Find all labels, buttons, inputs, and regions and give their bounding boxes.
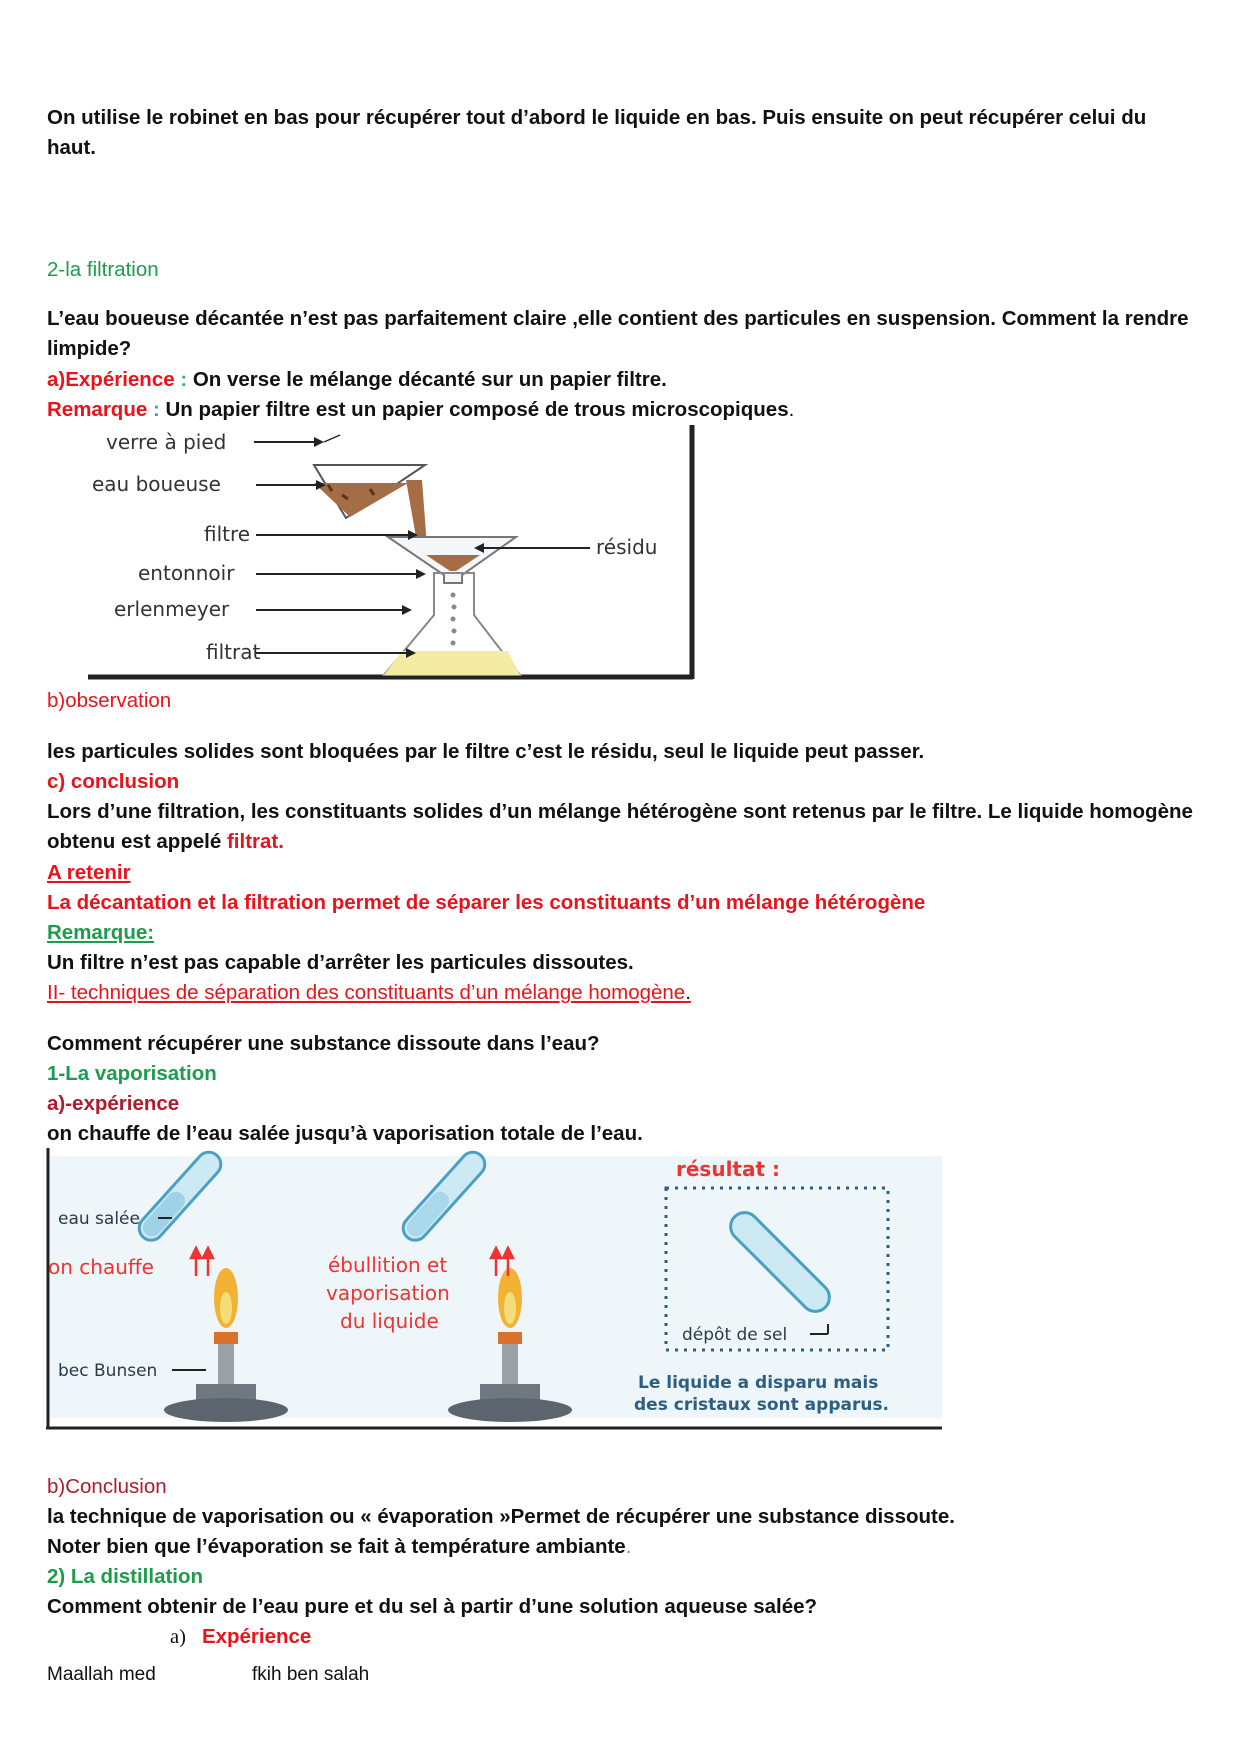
label-resultat: résultat : [676, 1157, 781, 1181]
label-filtre: filtre [204, 522, 251, 546]
footer-right [252, 1660, 369, 1690]
label-entonnoir: entonnoir [138, 561, 235, 585]
label-residu: résidu [596, 535, 658, 559]
filtration-heading: 2-la filtration [47, 258, 159, 281]
label-erlenmeyer: erlenmeyer [114, 597, 230, 621]
filtration-figure [88, 425, 696, 681]
filtration-experience-line: a)Expérience : On verse le mélange décanté sur un papier filtre. [47, 368, 667, 391]
distillation-heading: 2) La distillation [47, 1565, 204, 1588]
vaporisation-conclusion-heading: b)Conclusion [47, 1475, 167, 1498]
filtration-question: L’eau boueuse décantée n’est pas parfaitement claire ,elle contient des particules en suspension. Comment la rendre limpide? [47, 307, 1189, 360]
label-bec-bunsen: bec Bunsen [58, 1361, 158, 1381]
footer [47, 1660, 156, 1690]
label-liquide-2: des cristaux sont apparus. [634, 1395, 890, 1415]
label-ebullition-2: vaporisation [326, 1281, 450, 1305]
label-eau-salee: eau salée [58, 1209, 140, 1229]
observation-text: les particules solides sont bloquées par le filtre c’est le résidu, seul le liquide peut passer. [47, 740, 925, 763]
distillation-experience [170, 1622, 311, 1652]
experience-label: a)Expérience [47, 368, 175, 391]
distillation-question: Comment obtenir de l’eau pure et du sel à partir d’une solution aqueuse salée? [47, 1595, 818, 1618]
retenir-heading: A retenir [47, 861, 131, 884]
label-verre: verre à pied [106, 430, 227, 454]
remarque2-text: Un filtre n’est pas capable d’arrêter les particules dissoutes. [47, 951, 634, 974]
homogene-heading: II- techniques de séparation des constituants d’un mélange homogène. [47, 981, 691, 1004]
vaporisation-note: Noter bien que l’évaporation se fait à température ambiante. [47, 1535, 632, 1558]
filtrat-highlight: filtrat. [226, 830, 284, 853]
label-liquide-1: Le liquide a disparu mais [638, 1373, 879, 1393]
filtration-remarque-line: Remarque : Un papier filtre est un papier composé de trous microscopiques. [47, 398, 795, 421]
list-marker: a) [170, 1626, 186, 1648]
footer-author-2: fkih ben salah [252, 1664, 370, 1685]
vaporisation-experience-text: on chauffe de l’eau salée jusqu’à vaporisation totale de l’eau. [47, 1122, 643, 1145]
remarque-text: Un papier filtre est un papier composé de trous microscopiques [165, 398, 789, 421]
vaporisation-figure [46, 1148, 946, 1434]
label-ebullition-1: ébullition et [328, 1253, 448, 1277]
vaporisation-conclusion-text: la technique de vaporisation ou « évaporation »Permet de récupérer une substance dissoute. [47, 1505, 955, 1528]
experience-text: On verse le mélange décanté sur un papier filtre. [192, 368, 667, 391]
label-filtrat: filtrat [206, 640, 261, 664]
remarque-label: Remarque [47, 398, 148, 421]
remarque2-heading: Remarque: [47, 921, 155, 944]
retenir-text: La décantation et la filtration permet de séparer les constituants d’un mélange hétérogène [47, 891, 926, 914]
intro-paragraph: On utilise le robinet en bas pour récupérer tout d’abord le liquide en bas. Puis ensuite on peut récupérer celui du haut. [47, 106, 1147, 159]
footer-author-1: Maallah med [47, 1664, 156, 1685]
label-ebullition-3: du liquide [340, 1309, 439, 1333]
label-eau-boueuse: eau boueuse [92, 472, 221, 496]
homogene-question: Comment récupérer une substance dissoute dans l’eau? [47, 1032, 600, 1055]
observation-heading: b)observation [47, 689, 172, 712]
distillation-experience-label: Expérience [201, 1625, 312, 1648]
conclusion-heading: c) conclusion [47, 770, 180, 793]
vaporisation-heading: 1-La vaporisation [47, 1062, 217, 1085]
conclusion-text: Lors d’une filtration, les constituants solides d’un mélange hétérogène sont retenus par le filtre. Le liquide homogène obtenu est appelé filtrat. [47, 800, 1193, 853]
label-depot-de-sel: dépôt de sel [682, 1325, 788, 1345]
label-on-chauffe: on chauffe [48, 1255, 154, 1279]
vaporisation-experience-label: a)-expérience [47, 1092, 180, 1115]
